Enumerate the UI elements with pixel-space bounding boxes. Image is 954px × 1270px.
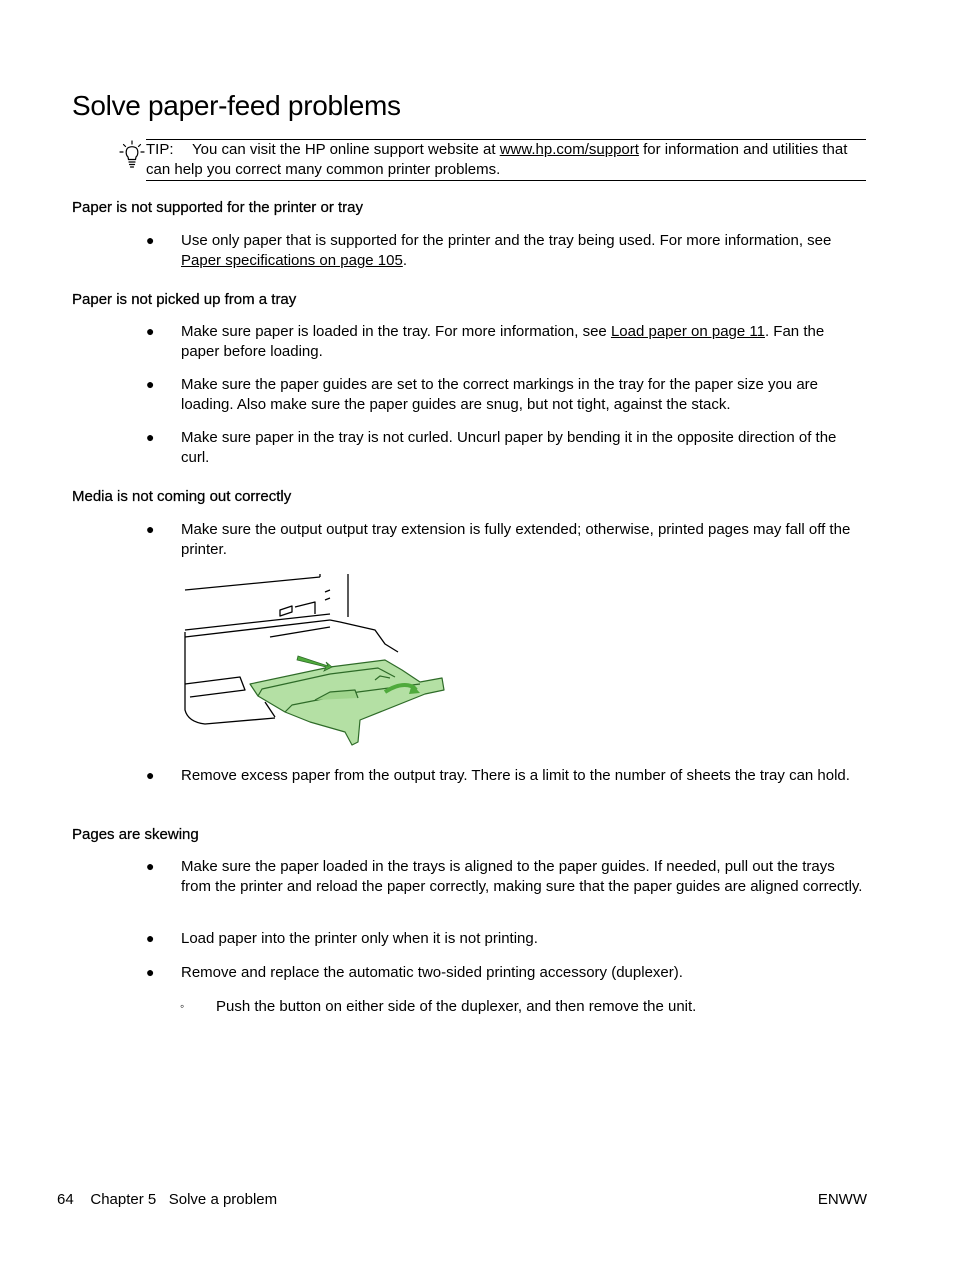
tip-label: TIP:	[146, 141, 174, 158]
item-text: Make sure the output output tray extension is fully extended; otherwise, printed pages may fall off the printer.	[181, 521, 851, 558]
bullet-icon: ●	[146, 429, 155, 445]
page-footer-right: ENWW	[817, 1191, 867, 1208]
chapter-label: Chapter 5	[90, 1191, 157, 1208]
bullet-icon: ●	[146, 376, 155, 392]
item-text: Make sure the paper loaded in the trays is aligned to the paper guides. If needed, pull out the trays from the printer and reload the paper correctly, making sure that the paper guides are aligned correctly.	[181, 858, 863, 895]
sub-item-text: Push the button on either side of the duplexer, and then remove the unit.	[216, 998, 697, 1015]
section-heading-skewing: Pages are skewing	[72, 826, 199, 843]
tip-text-after: for information and utilities that can help you correct many common printer problems.	[146, 141, 848, 178]
item-text: Remove excess paper from the output tray. There is a limit to the number of sheets the tray can hold.	[181, 767, 850, 784]
item-text: Make sure paper is loaded in the tray. For more information, see	[181, 323, 611, 340]
bullet-icon: ●	[146, 521, 155, 537]
item-text: Load paper into the printer only when it is not printing.	[181, 930, 538, 947]
output-tray-extension-illustration	[180, 572, 464, 748]
bullet-icon: ●	[146, 858, 155, 874]
page-footer-left	[57, 1191, 277, 1208]
paper-specifications-link[interactable]: Paper specifications on page 105	[181, 251, 403, 269]
item-text: Use only paper that is supported for the printer and the tray being used. For more information, see	[181, 232, 832, 249]
load-paper-link[interactable]: Load paper on page 11	[610, 323, 765, 340]
section-heading-unsupported-paper: Paper is not supported for the printer or tray	[72, 199, 363, 216]
item-text: Make sure the paper guides are set to the correct markings in the tray for the paper size you are loading. Also make sure the paper guides are snug, but not tight, against the stack.	[181, 376, 818, 413]
item-text: Make sure paper in the tray is not curled. Uncurl paper by bending it in the opposite direction of the curl.	[181, 429, 837, 466]
section-heading-not-picked-up: Paper is not picked up from a tray	[72, 291, 297, 308]
sub-bullet-icon: ◦	[180, 999, 185, 1013]
bullet-icon: ●	[146, 232, 155, 248]
item-text-after: . Fan the paper before loading.	[181, 323, 825, 360]
bullet-icon: ●	[146, 930, 155, 946]
bullet-icon: ●	[146, 323, 155, 339]
page-number: 64	[57, 1191, 74, 1208]
item-text-after: .	[402, 251, 407, 269]
item-text: Remove and replace the automatic two-sided printing accessory (duplexer).	[181, 964, 683, 981]
hp-support-link[interactable]: www.hp.com/support	[499, 141, 639, 158]
tip-box	[146, 139, 866, 181]
page-title: Solve paper-feed problems	[72, 90, 401, 121]
bullet-icon: ●	[146, 964, 155, 980]
bullet-icon: ●	[146, 767, 155, 783]
tip-text: You can visit the HP online support website at	[192, 141, 500, 158]
chapter-title: Solve a problem	[168, 1191, 278, 1208]
section-heading-media-output: Media is not coming out correctly	[72, 488, 292, 505]
lightbulb-icon	[119, 140, 145, 168]
